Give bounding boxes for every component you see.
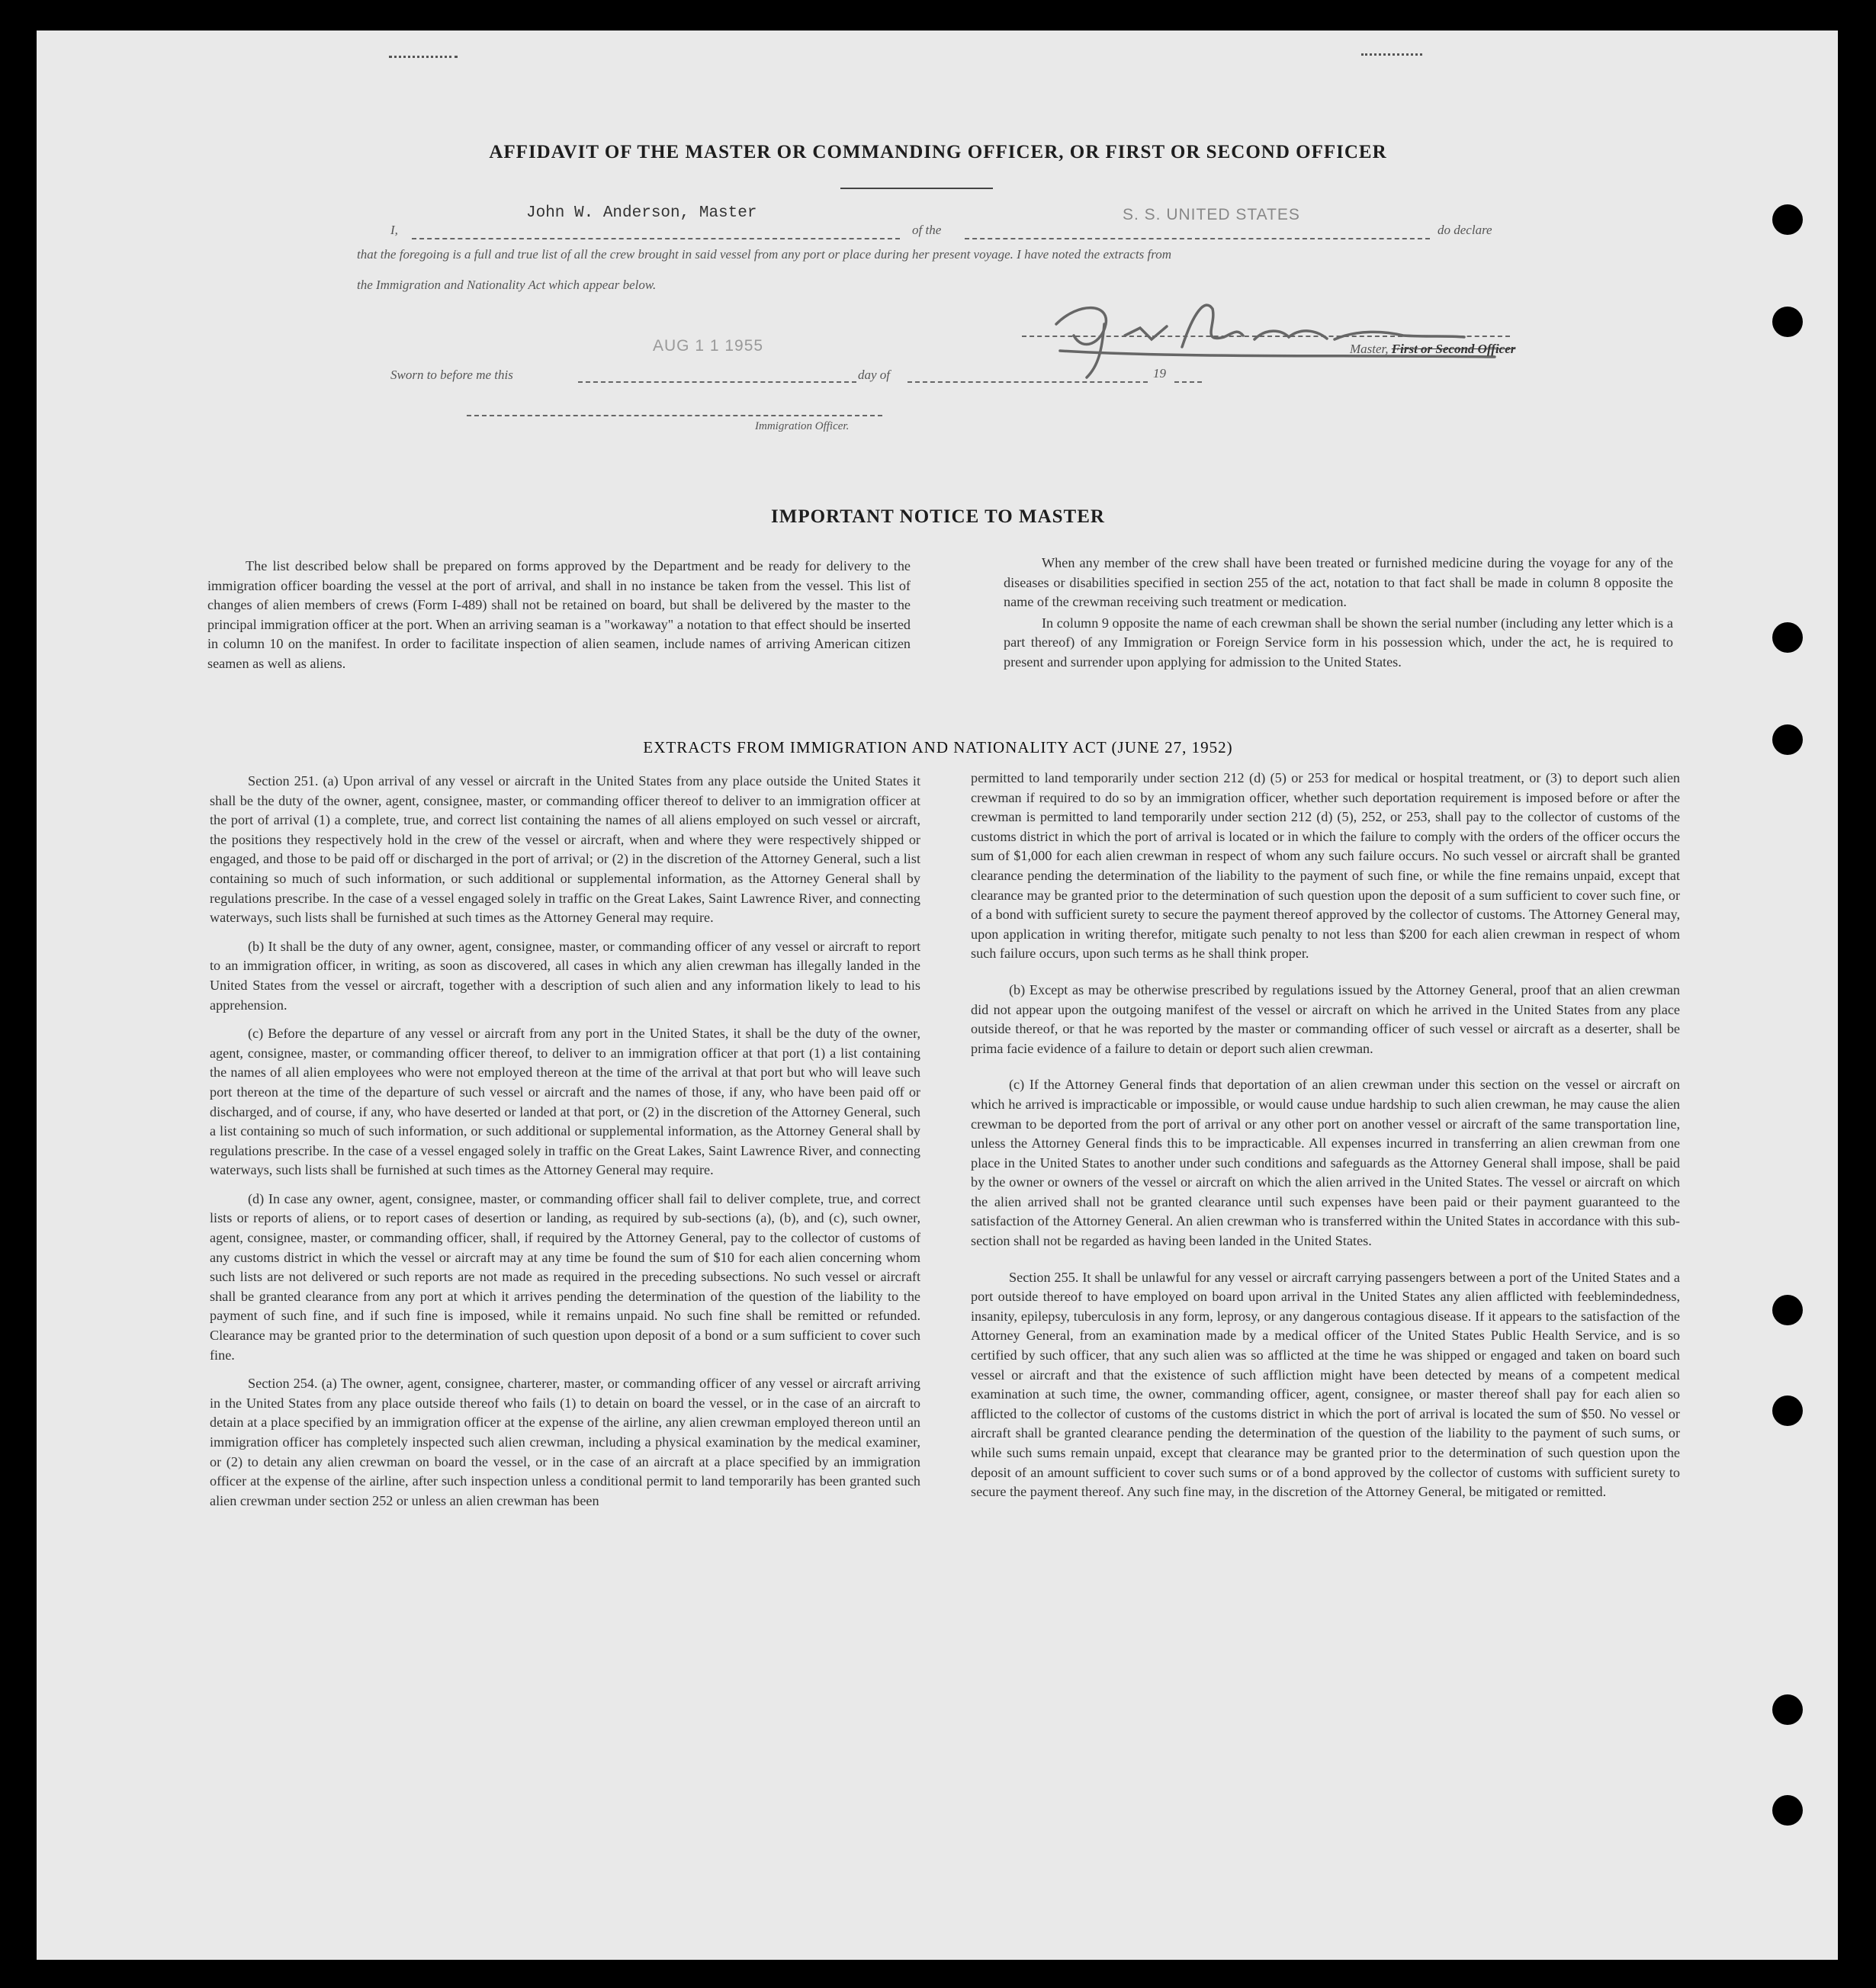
section-255: Section 255. It shall be unlawful for any vessel or aircraft carrying passengers between a port of the United States and a port outside thereof to have employed on board upon arrival in the United States any alien afflicted with feeblemindedness, insanity, epilepsy, tuberculosis in any form, leprosy, or any dangerous contagious disease. If it appears to the satisfaction of the Attorney General, from an examination made by a medical officer of the United States Public Health Service, and is so certified by such officer, that any such alien was so afflicted at the time he was shipped or engaged and taken on board such vessel or aircraft and that the existence of such affliction might have been detected by means of a competent medical examination at such time, the owner, commanding officer, agent, consignee, or master thereof shall pay for each alien so afflicted to the collector of customs of the customs district in which the port of arrival is located the sum of $50. No vessel or aircraft shall be granted clearance pending the determination of the question of the liability to the payment of such sums, or while such sums remain unpaid, except that clearance may be granted prior to the determination of such question upon the deposit of an amount sufficient to cover such sums or of a bond approved by the collector of customs with sufficient surety to secure the payment thereof. Any such fine may, in the discretion of the Attorney General, be mitigated or remitted. (971, 1269, 1680, 1500)
declaration-line-2: the Immigration and Nationality Act which appear below. (357, 278, 657, 292)
notice-right-column (1004, 554, 1673, 682)
section-254-c: (c) If the Attorney General finds that deportation of an alien crewman under this section on the vessel or aircraft on which he arrived is impracticable or impossible, or would cause undue hardship to such alien crewman, he may cause the alien crewman to be deported from the port of arrival or any other port on another vessel or aircraft of the same transportation line, unless the Attorney General finds this to be impracticable. All expenses incurred in transferring an alien crewman from one place in the United States to another under such conditions and safeguards as the Attorney General shall impose, shall be paid by the owner or owners of the vessel or aircraft on which the alien arrived in the United States. The vessel or aircraft on which the alien arrived shall not be granted clearance until such expenses have been paid or their payment guaranteed to the satisfaction of the Attorney General. An alien crewman who is transferred within the United States in accordance with this sub-section shall not be regarded as having been landed in the United States. (971, 1077, 1680, 1249)
section-251-b: (b) It shall be the duty of any owner, agent, consignee, master, or commanding officer of any vessel or aircraft to report to an immigration officer, in writing, as soon as discovered, all cases in which any alien crewman has illegally landed in the United States from the vessel or aircraft, together with a description of such alien and any information likely to lead to his apprehension. (210, 938, 920, 1013)
section-254-a-continued: permitted to land temporarily under section 212 (d) (5) or 253 for medical or hospital treatment, or (3) to deport such alien crewman if required to do so by an immigration officer, whether such deportation requirement is imposed before or after the crewman is permitted to land temporarily under section 212 (d) (5), 252, or 253, shall pay to the collector of customs of the customs district in which the port of arrival is located or in which the failure to comply with the orders of the officer occurs the sum of $1,000 for each alien crewman in respect of whom any such failure occurs. No such vessel or aircraft shall be granted clearance pending the determination of the liability to the payment of such fine, or while the fine remains unpaid, except that clearance may be granted prior to the determination of such question upon the deposit of a sum sufficient to cover such fine, or of a bond with sufficient surety to secure the payment thereof approved by the collector of customs. The Attorney General may, upon application in writing therefor, mitigate such penalty to not less than $200 for each alien crewman in respect of whom such failure occurs, upon such terms as he shall think proper. (971, 770, 1680, 962)
binder-hole (1772, 307, 1803, 337)
officer-line (467, 415, 882, 416)
binder-hole (1772, 1694, 1803, 1725)
binder-hole (1772, 1295, 1803, 1325)
extracts-left-column (210, 772, 920, 1520)
vessel-line (965, 238, 1430, 239)
section-251-d: (d) In case any owner, agent, consignee, master, or commanding officer shall fail to deliver complete, true, and correct lists or reports of aliens, or to report cases of desertion or landing, as required by sub-sections (a), (b), and (c), such owner, agent, consignee, master, or commanding officer, shall, if required by the Attorney General, pay to the collector of customs of any customs district in which the vessel or aircraft may at any time be found the sum of $10 for each alien concerning whom such lists are not delivered or such reports are not made as required in the preceding subsections. No such vessel or aircraft shall be granted clearance from any port at which it arrives pending the determination of the question of the liability to the payment of such fine, and if such fine is imposed, while it remains unpaid. No such fine shall be remitted or refunded. Clearance may be granted prior to the determination of such question upon deposit of a bond or a sum sufficient to cover such fine. (210, 1190, 920, 1363)
notice-left-column (207, 557, 911, 683)
section-251-c: (c) Before the departure of any vessel or aircraft from any port in the United States, it shall be the duty of the owner, agent, consignee, master, or commanding officer thereof, to deliver to an immigration officer at that port (1) a list containing the names of all alien employees who were not employed thereon at the time of the arrival at that port but who will leave such port thereon at the time of the departure of such vessel or aircraft and the names of those, if any, who have been paid off or discharged, and of course, if any, who have deserted or landed at that port, or (2) in the discretion of the Attorney General, such a list containing so much of such information, or such additional or supplemental information, as the Attorney General shall by regulations prescribe. In the case of a vessel engaged solely in traffic on the Great Lakes, Saint Lawrence River, and connecting waterways, such lists shall be furnished at such times as the Attorney General may require. (210, 1026, 920, 1178)
declaration-line-1: that the foregoing is a full and true list of all the crew brought in said vessel from any port or place during her present voyage. I have noted the extracts from (357, 247, 1172, 262)
caption-struck-officer: First or Second Officer (1391, 342, 1516, 356)
notice-right-paragraph-1: When any member of the crew shall have been treated or furnished medicine during the voyage for any of the diseases or disabilities specified in section 255 of the act, notation to that fact shall be made in column 8 opposite the name of the crewman receiving such treatment or medication. (1004, 555, 1673, 610)
sworn-label: Sworn to before me this (390, 368, 513, 382)
signature-caption (1350, 342, 1515, 357)
of-the-label: of the (912, 223, 942, 237)
binder-hole (1772, 204, 1803, 235)
sworn-day-line (578, 381, 856, 383)
extracts-right-column (971, 769, 1680, 1511)
title-rule (840, 188, 993, 189)
master-name-field: John W. Anderson, Master (526, 204, 757, 222)
date-stamp: AUG 1 1 1955 (653, 337, 764, 355)
binder-hole (1772, 1795, 1803, 1826)
caption-master: Master, (1350, 342, 1389, 356)
notice-right-paragraph-2: In column 9 opposite the name of each crewman shall be shown the serial number (including any letter which is a part thereof) of any Immigration or Foreign Service form in his possession which, under the act, he is required to present and surrender upon applying for admission to the United States. (1004, 615, 1673, 670)
do-declare-label: do declare (1438, 223, 1492, 237)
scan-artifact (389, 56, 458, 58)
binder-hole (1772, 1395, 1803, 1426)
name-line (412, 238, 900, 239)
officer-caption: Immigration Officer. (755, 420, 850, 432)
section-254-a: Section 254. (a) The owner, agent, consignee, charterer, master, or commanding officer of any vessel or aircraft arriving in the United States from any place outside thereof who fails (1) to detain on board the vessel, or in the case of an aircraft to detain at a place specified by an immigration officer at the expense of the airline, any alien crewman employed thereon until an immigration officer has completely inspected such alien crewman, including a physical examination by the medical examiner, or (2) to detain any alien crewman on board the vessel, or in the case of an aircraft at a place specified by an immigration officer at the expense of the airline, after such inspection unless a conditional permit to land temporarily has been granted such alien crewman under section 252 or unless an alien crewman has been (210, 1376, 920, 1508)
section-251-a: Section 251. (a) Upon arrival of any vessel or aircraft in the United States from any place outside the United States it shall be the duty of the owner, agent, consignee, master, or commanding officer thereof to deliver to an immigration officer at the port of arrival (1) a complete, true, and correct list containing the names of all aliens employed on such vessel or aircraft, the positions they respectively hold in the crew of the vessel or aircraft, when and where they were respectively shipped or engaged, and those to be paid off or discharged in the port of arrival; or (2) in the discretion of the Attorney General, such a list containing so much of such information, or such additional or supplemental information, as the Attorney General shall by regulations prescribe. In the case of a vessel engaged solely in traffic on the Great Lakes, Saint Lawrence River, and connecting waterways, such lists shall be furnished at such times as the Attorney General may require. (210, 773, 920, 926)
signature-line (1022, 336, 1510, 337)
scan-artifact (1361, 53, 1422, 56)
affidavit-title: AFFIDAVIT OF THE MASTER OR COMMANDING OFFICER, OR FIRST OR SECOND OFFICER (489, 142, 1387, 162)
notice-left-paragraph: The list described below shall be prepared on forms approved by the Department and be ready for delivery to the immigration officer boarding the vessel at the port of arrival, and shall in no instance be taken from the vessel. This list of changes of alien members of crews (Form I-489) shall not be retained on board, but shall be delivered by the master to the principal immigration officer at the port. When an arriving seaman is a "workaway" a notation to that effect should be inserted in column 10 on the manifest. In order to facilitate inspection of alien seamen, include names of arriving American citizen seamen as well as aliens. (207, 558, 911, 671)
section-254-b: (b) Except as may be otherwise prescribed by regulations issued by the Attorney General, proof that an alien crewman did not appear upon the outgoing manifest of the vessel or aircraft on which he arrived in the United States from any place outside thereof, or that he was reported by the master or commanding officer of such vessel or aircraft as a deserter, shall be prima facie evidence of a failure to detain or deport such alien crewman. (971, 981, 1680, 1056)
year-label: 19 (1153, 366, 1166, 381)
notice-title: IMPORTANT NOTICE TO MASTER (771, 506, 1105, 527)
binder-hole (1772, 724, 1803, 755)
binder-hole (1772, 622, 1803, 653)
sworn-month-line (907, 381, 1148, 383)
i-label: I, (390, 223, 398, 237)
extracts-title: EXTRACTS FROM IMMIGRATION AND NATIONALITY ACT (JUNE 27, 1952) (643, 738, 1233, 756)
day-of-label: day of (858, 368, 891, 382)
vessel-name-field: S. S. UNITED STATES (1123, 206, 1300, 223)
year-line (1174, 381, 1202, 383)
